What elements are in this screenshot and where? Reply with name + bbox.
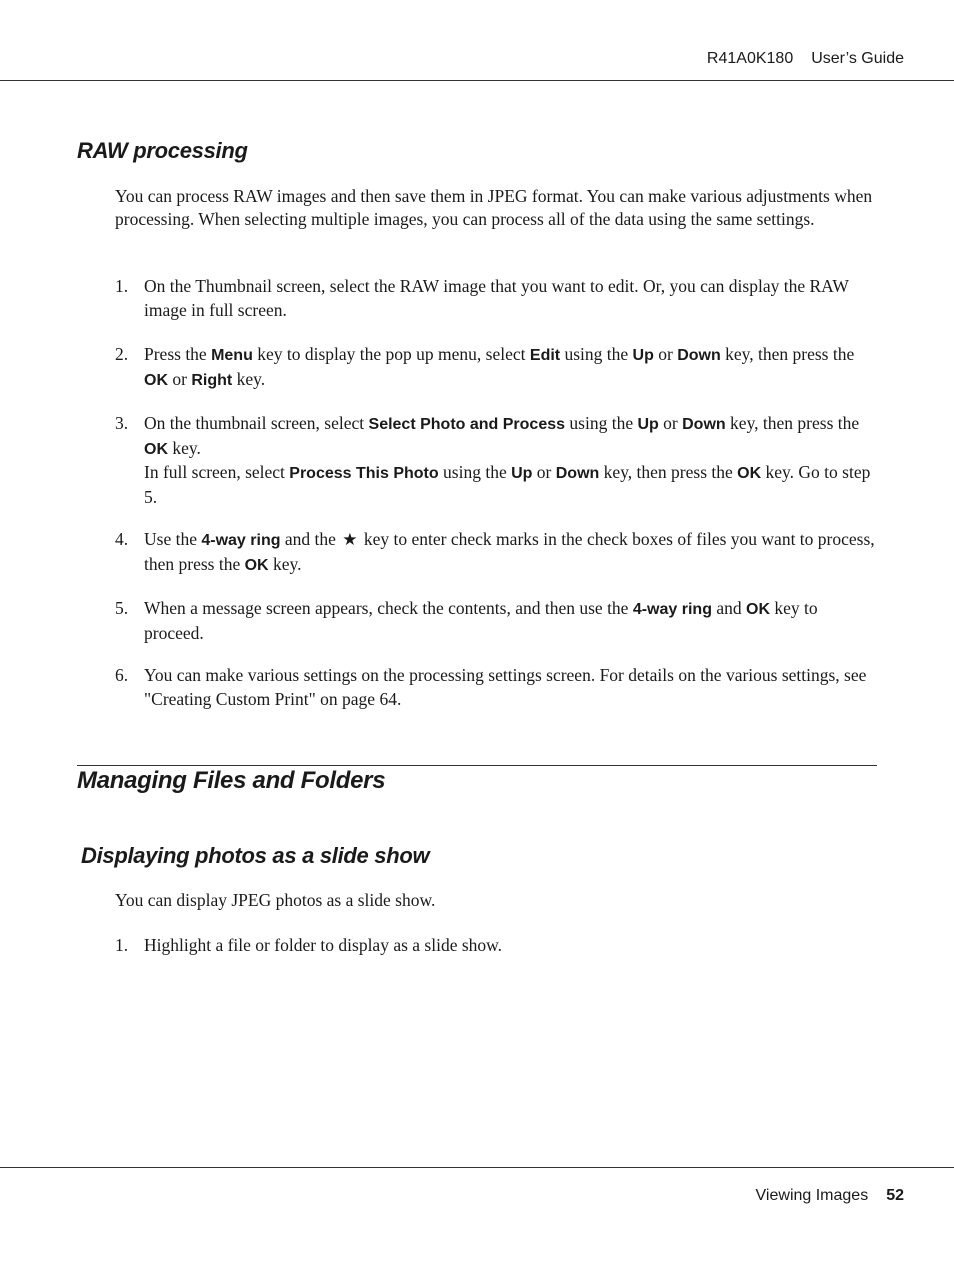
ok-key: OK [144, 440, 168, 458]
footer-section: Viewing Images [755, 1187, 869, 1204]
four-way-ring: 4-way ring [201, 532, 281, 549]
up-key: Up [511, 465, 533, 482]
guide-title: User’s Guide [811, 50, 904, 67]
list-item: 2. Press the Menu key to display the pop up menu, select Edit using the Up or Down key, then press the OK or Right key. [115, 344, 855, 389]
edit-option: Edit [529, 347, 561, 364]
up-key: Up [632, 347, 654, 364]
four-way-ring: 4-way ring [632, 601, 712, 618]
doc-id: R41A0K180 [706, 50, 794, 67]
list-item: 4. Use the 4-way ring and the ★ key to enter check marks in the check boxes of files you want to process, then press the OK key. [115, 529, 875, 574]
ok-key: OK [144, 371, 168, 389]
page-footer [756, 1187, 904, 1205]
section-rule [77, 765, 877, 766]
down-key: Down [677, 347, 721, 364]
down-key: Down [682, 416, 726, 433]
list-item: 5. When a message screen appears, check the contents, and then use the 4-way ring and OK key to proceed. [115, 598, 818, 643]
down-key: Down [555, 465, 600, 482]
raw-intro: You can process RAW images and then save them in JPEG format. You can make various adjustments when processing. When selecting multiple images, you can process all of the data using the same settings. [115, 186, 873, 229]
star-icon: ★ [342, 530, 358, 549]
ok-key: OK [244, 556, 269, 574]
list-item: 1. Highlight a file or folder to display as a slide show. [115, 935, 503, 955]
raw-processing-heading: RAW processing [77, 138, 248, 163]
page-header [707, 50, 904, 68]
right-key: Right [191, 371, 233, 389]
slideshow-heading: Displaying photos as a slide show [81, 843, 430, 868]
managing-files-heading: Managing Files and Folders [77, 767, 386, 794]
select-photo-and-process-option: Select Photo and Process [368, 416, 566, 433]
list-item: 1. On the Thumbnail screen, select the RAW image that you want to edit. Or, you can display the RAW image in full screen. [115, 276, 849, 320]
ok-key: OK [746, 601, 770, 618]
ok-key: OK [737, 465, 762, 482]
list-item: 3. On the thumbnail screen, select Select Photo and Process using the Up or Down key, then press the OK key. In full screen, select Process This Photo using the Up or Down key, then press the OK key. Go to step 5. [115, 413, 871, 507]
up-key: Up [637, 416, 659, 433]
process-this-photo-option: Process This Photo [289, 465, 439, 482]
header-rule [0, 80, 954, 81]
list-item: 6. You can make various settings on the processing settings screen. For details on the various settings, see "Creating Custom Print" on page 64. [115, 665, 867, 709]
page-number: 52 [886, 1187, 904, 1204]
slideshow-intro: You can display JPEG photos as a slide show. [115, 890, 436, 910]
footer-rule [0, 1167, 954, 1168]
menu-key: Menu [211, 347, 253, 364]
